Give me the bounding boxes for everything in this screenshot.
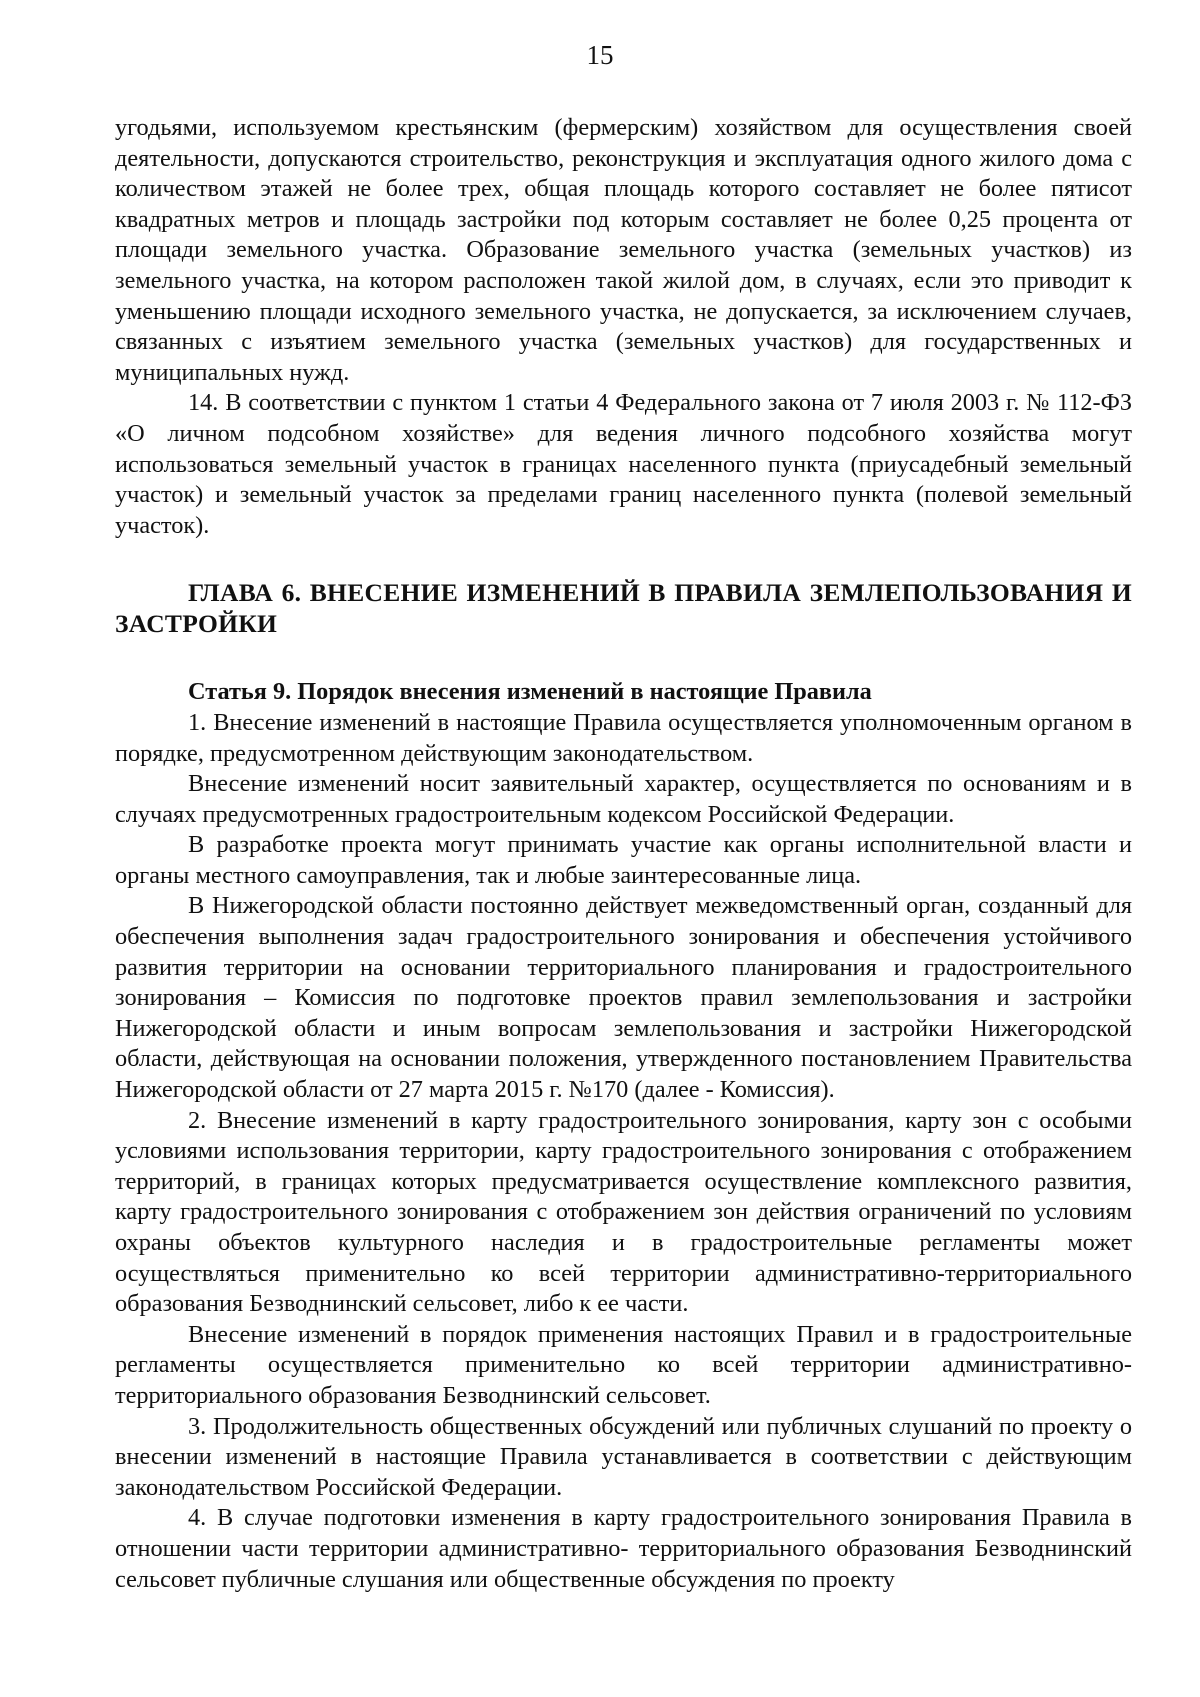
paragraph: угодьями, используемом крестьянским (фермерским) хозяйством для осуществления своей деятельности, допускаются строительство, реконструкция и эксплуатация одного жилого дома с количеством этажей не более трех, общая площадь которого составляет не более пятисот квадратных метров и площадь застройки под которым составляет не более 0,25 процента от площади земельного участка. Образование земельного участка (земельных участков) из земельного участка, на котором расположен такой жилой дом, в случаях, если это приводит к уменьшению площади исходного земельного участка, не допускается, за исключением случаев, связанных с изъятием земельного участка (земельных участков) для государственных и муниципальных нужд. — [115, 114, 1132, 386]
paragraph: Внесение изменений в порядок применения настоящих Правил и в градостроительные регламенты осуществляется применительно ко всей территории административно-территориального образования Безводнинский сельсовет. — [115, 1320, 1132, 1409]
paragraph: 3. Продолжительность общественных обсуждений или публичных слушаний по проекту о внесении изменений в настоящие Правила устанавливается в соответствии с действующим законодательством Российской Федерации. — [115, 1412, 1132, 1501]
paragraph: В разработке проекта могут принимать участие как органы исполнительной власти и органы местного самоуправления, так и любые заинтересованные лица. — [115, 831, 1132, 889]
page-number: 15 — [586, 40, 614, 70]
paragraph: Внесение изменений носит заявительный характер, осуществляется по основаниям и в случаях предусмотренных градостроительным кодексом Российской Федерации. — [115, 770, 1132, 828]
document-body — [115, 113, 1132, 1595]
paragraph: 4. В случае подготовки изменения в карту градостроительного зонирования Правила в отношении части территории административно- территориального образования Безводнинский сельсовет публичные слушания или общественные обсуждения по проекту — [115, 1504, 1132, 1593]
paragraph: 1. Внесение изменений в настоящие Правила осуществляется уполномоченным органом в порядке, предусмотренном действующим законодательством. — [115, 708, 1132, 767]
paragraph: 14. В соответствии с пунктом 1 статьи 4 Федерального закона от 7 июля 2003 г. № 112-ФЗ «О личном подсобном хозяйстве» для ведения личного подсобного хозяйства могут использоваться земельный участок в границах населенного пункта (приусадебный земельный участок) и земельный участок за пределами границ населенного пункта (полевой земельный участок). — [115, 389, 1132, 539]
article-heading: Статья 9. Порядок внесения изменений в настоящие Правила — [188, 678, 872, 706]
chapter-heading: ГЛАВА 6. ВНЕСЕНИЕ ИЗМЕНЕНИЙ В ПРАВИЛА ЗЕМЛЕПОЛЬЗОВАНИЯ И ЗАСТРОЙКИ — [115, 578, 1132, 639]
paragraph: 2. Внесение изменений в карту градостроительного зонирования, карту зон с особыми условиями использования территории, карту градостроительного зонирования с отображением территорий, в границах которых предусматривается осуществление комплексного развития, карту градостроительного зонирования с отображением зон действия ограничений по условиям охраны объектов культурного наследия и в градостроительные регламенты может осуществляться применительно ко всей территории административно-территориального образования Безводнинский сельсовет, либо к ее части. — [115, 1106, 1132, 1318]
paragraph: В Нижегородской области постоянно действует межведомственный орган, созданный для обеспечения выполнения задач градостроительного зонирования и обеспечения устойчивого развития территории на основании территориального планирования и градостроительного зонирования – Комиссия по подготовке проектов правил землепользования и застройки Нижегородской области и иным вопросам землепользования и застройки Нижегородской области, действующая на основании положения, утвержденного постановлением Правительства Нижегородской области от 27 марта 2015 г. №170 (далее - Комиссия). — [115, 892, 1132, 1104]
